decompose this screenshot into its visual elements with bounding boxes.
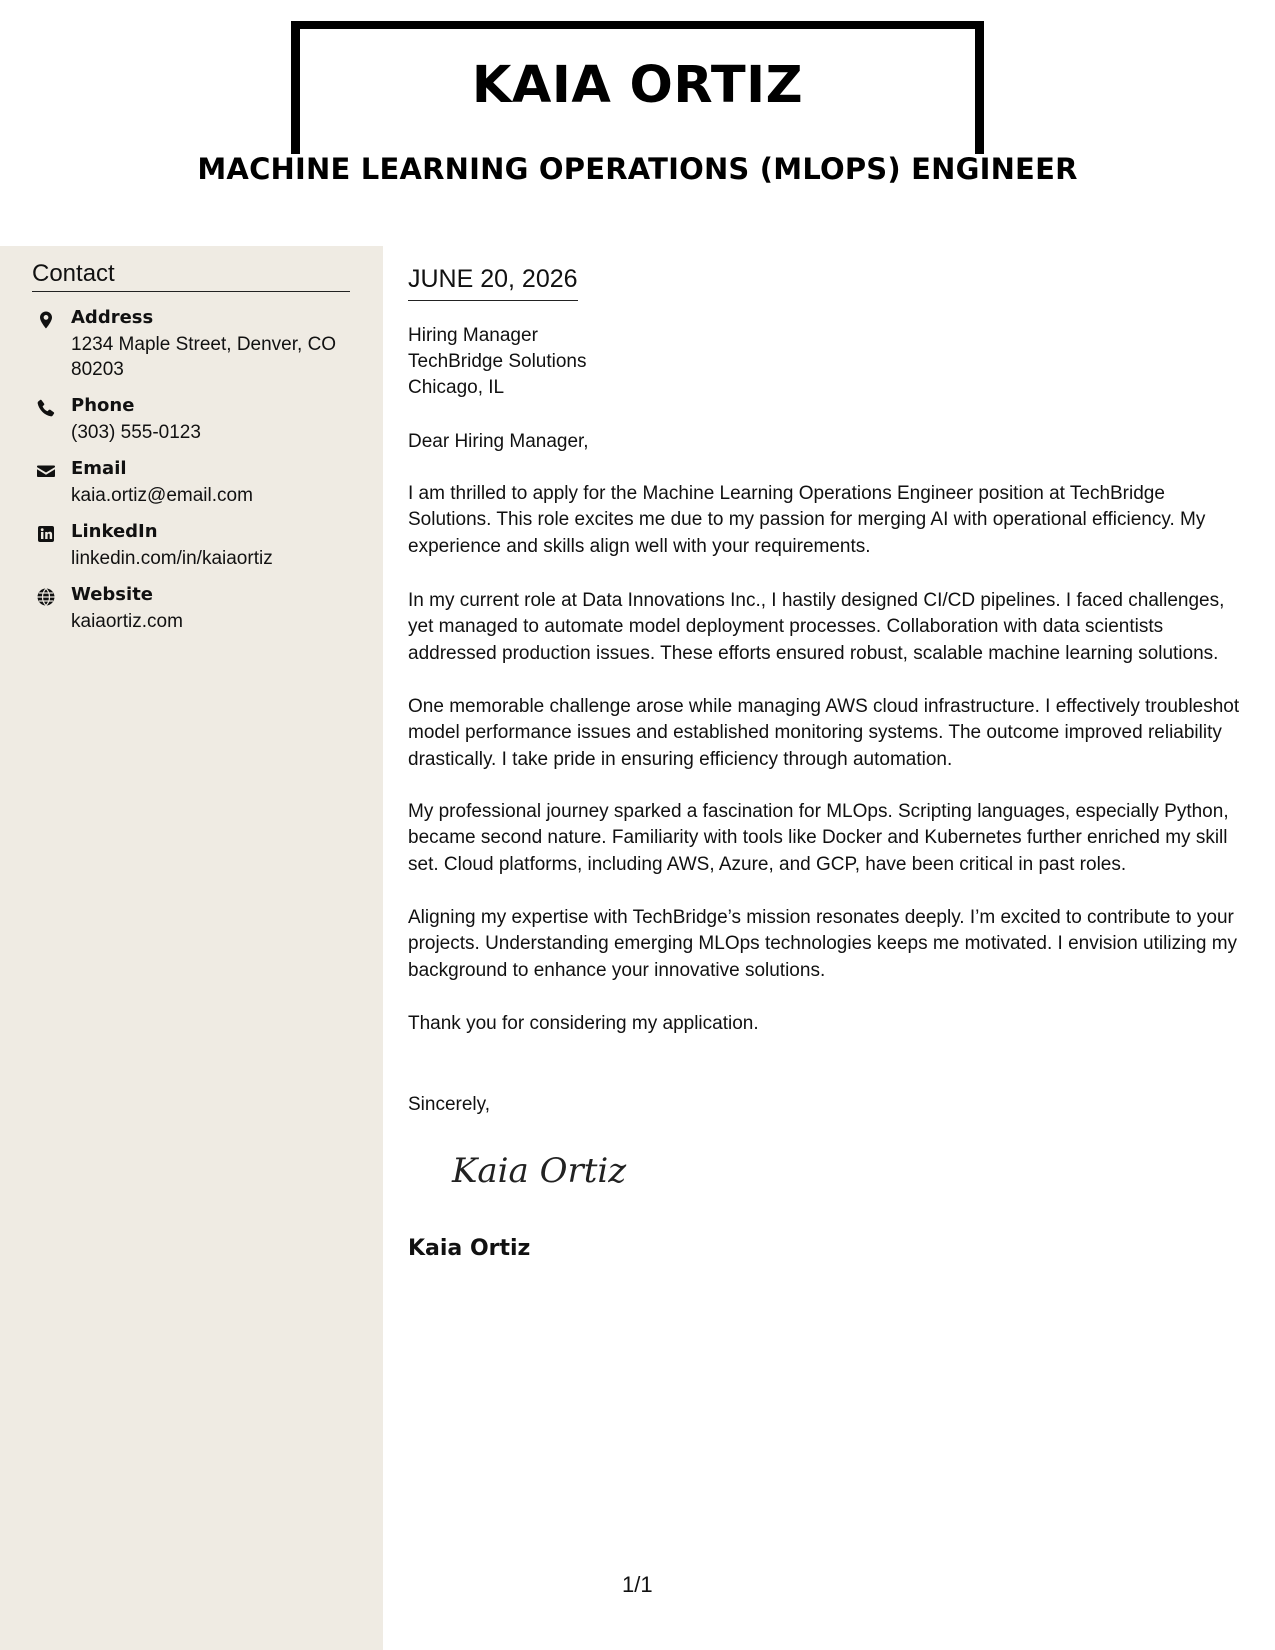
recipient-location: Chicago, IL	[408, 377, 505, 398]
svg-text:Kaia Ortiz: Kaia Ortiz	[452, 1151, 627, 1191]
contact-heading: Contact	[32, 261, 350, 292]
contact-label: Website	[71, 584, 154, 605]
recipient-name: Hiring Manager	[408, 325, 538, 346]
salutation: Dear Hiring Manager,	[408, 431, 589, 452]
recipient-company: TechBridge Solutions	[408, 351, 587, 372]
body-paragraph-4: My professional journey sparked a fascination for MLOps. Scripting languages, especially Python, became second nature. Familiarity with tools like Docker and Kubernetes further enriched my skill set. Cloud platforms, including AWS, Azure, and GCP, have been critical in past roles.	[408, 801, 1229, 875]
contact-label: LinkedIn	[71, 521, 158, 542]
letter-date: JUNE 20, 2026	[408, 266, 578, 301]
email-value: kaia.ortiz@email.com	[71, 485, 253, 506]
recipient-block	[408, 323, 587, 401]
contact-label: Phone	[71, 395, 135, 416]
body-paragraph-3: One memorable challenge arose while managing AWS cloud infrastructure. I effectively troubleshot model performance issues and established monitoring systems. The outcome improved reliability drastically. I take pride in ensuring efficiency through automation.	[408, 696, 1240, 770]
body-paragraph-5: Aligning my expertise with TechBridge’s mission resonates deeply. I’m excited to contribute to your projects. Understanding emerging MLOps technologies keeps me motivated. I envision utilizing my background to enhance your innovative solutions.	[408, 907, 1238, 981]
contact-label: Email	[71, 458, 127, 479]
phone-icon	[36, 398, 56, 418]
contact-label: Address	[71, 307, 154, 328]
envelope-icon	[36, 461, 56, 481]
closing: Sincerely,	[408, 1094, 491, 1115]
address-value: 1234 Maple Street, Denver, CO 80203	[71, 334, 337, 380]
body-paragraph-1: I am thrilled to apply for the Machine Learning Operations Engineer position at TechBridge Solutions. This role excites me due to my passion for merging AI with operational efficiency. My experience and skills align well with your requirements.	[408, 483, 1206, 557]
phone-value: (303) 555-0123	[71, 422, 201, 443]
sidebar	[0, 246, 383, 1650]
job-title: MACHINE LEARNING OPERATIONS (MLOPS) ENGINEER	[197, 152, 1078, 186]
signer-name: Kaia Ortiz	[408, 1236, 531, 1261]
body-paragraph-2: In my current role at Data Innovations Inc., I hastily designed CI/CD pipelines. I faced challenges, yet managed to automate model deployment processes. Collaboration with data scientists addressed production issues. These efforts ensured robust, scalable machine learning solutions.	[408, 590, 1225, 664]
page-number: 1/1	[622, 1572, 653, 1597]
linkedin-value: linkedin.com/in/kaiaortiz	[71, 548, 273, 569]
linkedin-icon	[36, 524, 56, 544]
website-value: kaiaortiz.com	[71, 611, 183, 632]
applicant-name: KAIA ORTIZ	[471, 56, 804, 115]
globe-icon	[36, 587, 56, 607]
handwritten-signature	[448, 1146, 638, 1196]
location-pin-icon	[36, 310, 56, 330]
body-paragraph-6: Thank you for considering my application.	[408, 1013, 759, 1034]
